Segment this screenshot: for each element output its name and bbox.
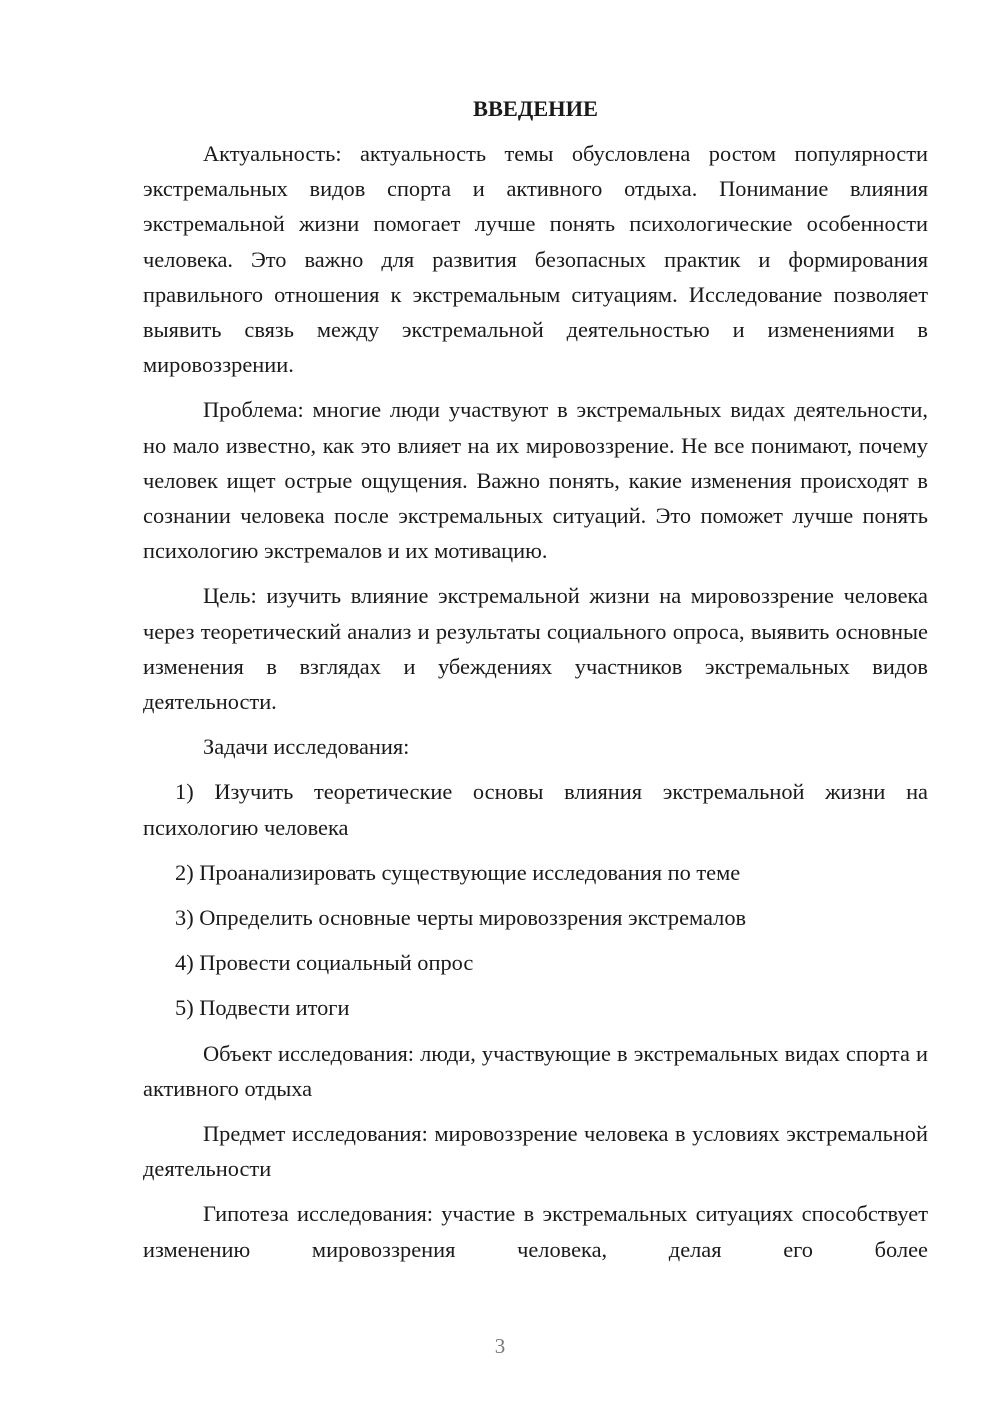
paragraph-subject: Предмет исследования: мировоззрение человека в условиях экстремальной деятельности <box>143 1121 928 1182</box>
task-item-4: 4) Провести социальный опрос <box>175 950 474 976</box>
tasks-title: Задачи исследования: <box>203 734 410 760</box>
task-item-1: 1) Изучить теоретические основы влияния экстремальной жизни на психологию человека <box>143 779 928 840</box>
page-title: ВВЕДЕНИЕ <box>473 96 598 121</box>
paragraph-hypothesis: Гипотеза исследования: участие в экстремальных ситуациях способствует изменению мировоззрения человека, делая его более <box>143 1201 928 1262</box>
task-item-5: 5) Подвести итоги <box>175 995 350 1021</box>
paragraph-problem: Проблема: многие люди участвуют в экстремальных видах деятельности, но мало известно, как это влияет на их мировоззрение. Не все понимают, почему человек ищет острые ощущения. Важно понять, какие изменения происходят в сознании человека после экстремальных ситуаций. Это поможет лучше понять психологию экстремалов и их мотивацию. <box>143 397 928 564</box>
paragraph-object: Объект исследования: люди, участвующие в экстремальных видах спорта и активного отдыха <box>143 1040 928 1101</box>
page-number: 3 <box>494 1334 506 1358</box>
task-item-3: 3) Определить основные черты мировоззрения экстремалов <box>175 905 747 931</box>
task-item-2: 2) Проанализировать существующие исследования по теме <box>175 859 741 885</box>
document-page <box>143 92 928 1277</box>
paragraph-goal: Цель: изучить влияние экстремальной жизни на мировоззрение человека через теоретический анализ и результаты социального опроса, выявить основные изменения в взглядах и убеждениях участников экстремальных видов деятельности. <box>143 583 928 715</box>
paragraph-relevance: Актуальность: актуальность темы обусловлена ростом популярности экстремальных видов спорта и активного отдыха. Понимание влияния экстремальной жизни помогает лучше понять психологические особенности человека. Это важно для развития безопасных практик и формирования правильного отношения к экстремальным ситуациям. Исследование позволяет выявить связь между экстремальной деятельностью и изменениями в мировоззрении. <box>143 141 928 378</box>
